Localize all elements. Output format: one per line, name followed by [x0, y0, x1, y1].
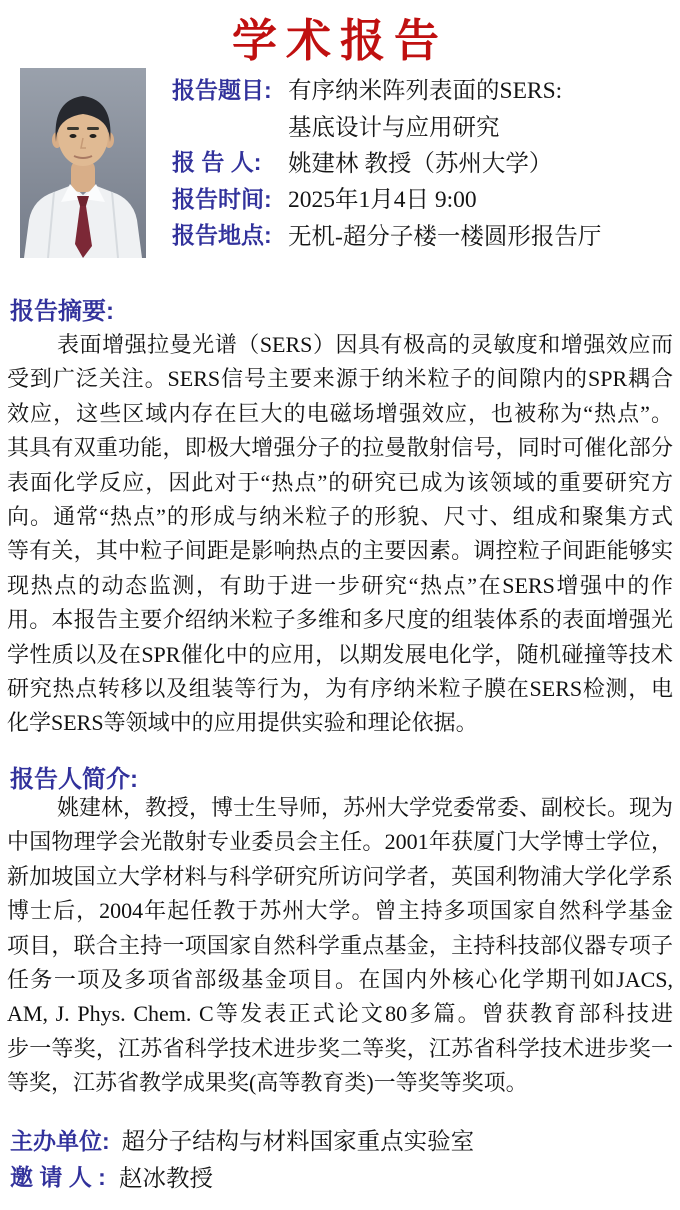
footer [10, 1121, 474, 1194]
bio-line: 等奖，江苏省教学成果奖(高等教育类)一等奖等奖项。 [7, 1070, 528, 1096]
bio-body [7, 791, 673, 1101]
inviter-row [10, 1158, 474, 1195]
organizer-value: 超分子结构与材料国家重点实验室 [121, 1129, 475, 1156]
bio-line: 步一等奖，江苏省科学技术进步奖二等奖，江苏省科学技术进步奖一 [7, 1035, 673, 1061]
detail-value: 基底设计与应用研究 [288, 114, 500, 141]
bio-line: 姚建林，教授，博士生导师，苏州大学党委常委、副校长。现为 [57, 795, 674, 820]
abstract-line: 其具有双重功能，即极大增强分子的拉曼散射信号，同时可催化部分 [7, 435, 673, 461]
detail-row-title [172, 70, 601, 106]
detail-value: 无机-超分子楼一楼圆形报告厅 [288, 223, 602, 250]
abstract-body [7, 328, 673, 741]
detail-value: 有序纳米阵列表面的SERS: [288, 78, 563, 105]
speaker-photo [20, 68, 146, 258]
bio-heading: 报告人简介: [10, 766, 138, 793]
bio-line: 中国物理学会光散射专业委员会主任。2001年获厦门大学博士学位， [7, 829, 673, 855]
detail-label: 报告地点: [172, 222, 272, 249]
detail-label: 报 告 人: [172, 149, 262, 176]
bio-line: 项目，联合主持一项国家自然科学重点基金，主持科技部仪器专项子 [7, 932, 673, 958]
organizer-label: 主办单位: [10, 1127, 110, 1154]
abstract-line: 用。本报告主要介绍纳米粒子多维和多尺度的组装体系的表面增强光 [7, 607, 673, 633]
speaker-portrait-graphic [20, 68, 146, 258]
abstract-line: 表面化学反应，因此对于“热点”的研究已成为该领域的重要研究方 [7, 469, 673, 495]
detail-row-time [172, 179, 601, 215]
organizer-row [10, 1121, 474, 1158]
abstract-line: 效应，这些区域内存在巨大的电磁场增强效应，也被称为“热点”。 [7, 400, 673, 426]
detail-label: 报告时间: [172, 185, 272, 212]
abstract-heading: 报告摘要: [10, 298, 114, 325]
page-title: 学术报告 [231, 16, 448, 66]
report-details [172, 70, 601, 252]
bio-line: 博士后，2004年起任教于苏州大学。曾主持多项国家自然科学基金 [7, 898, 673, 924]
bio-line: 任务一项及多项省部级基金项目。在国内外核心化学期刊如JACS, [7, 966, 673, 992]
abstract-line: 现热点的动态监测，有助于进一步研究“热点”在SERS增强中的作 [7, 572, 673, 598]
bio-line: 新加坡国立大学材料与科学研究所访问学者，英国利物浦大学化学系 [7, 863, 673, 889]
detail-row-speaker [172, 143, 601, 179]
abstract-line: 化学SERS等领域中的应用提供实验和理论依据。 [7, 710, 478, 736]
abstract-line: 学性质以及在SPR催化中的应用，以期发展电化学，随机碰撞等技术 [7, 641, 673, 667]
detail-row-title-line2 [172, 106, 601, 142]
detail-value: 姚建林 教授（苏州大学） [288, 150, 553, 177]
inviter-value: 赵冰教授 [119, 1165, 213, 1192]
detail-row-location [172, 216, 601, 252]
detail-label: 报告题目: [172, 76, 272, 103]
bio-line: AM, J. Phys. Chem. C等发表正式论文80多篇。曾获教育部科技进 [7, 1001, 673, 1027]
abstract-line: 等有关，其中粒子间距是影响热点的主要因素。调控粒子间距能够实 [7, 538, 673, 564]
inviter-label: 邀 请 人 : [10, 1164, 106, 1191]
detail-value: 2025年1月4日 9:00 [288, 187, 477, 214]
abstract-line: 研究热点转移以及组装等行为，为有序纳米粒子膜在SERS检测，电 [7, 675, 673, 701]
abstract-line: 受到广泛关注。SERS信号主要来源于纳米粒子的间隙内的SPR耦合 [7, 366, 673, 392]
abstract-line: 表面增强拉曼光谱（SERS）因具有极高的灵敏度和增强效应而 [57, 332, 673, 357]
abstract-line: 向。通常“热点”的形成与纳米粒子的形貌、尺寸、组成和聚集方式 [7, 503, 673, 529]
